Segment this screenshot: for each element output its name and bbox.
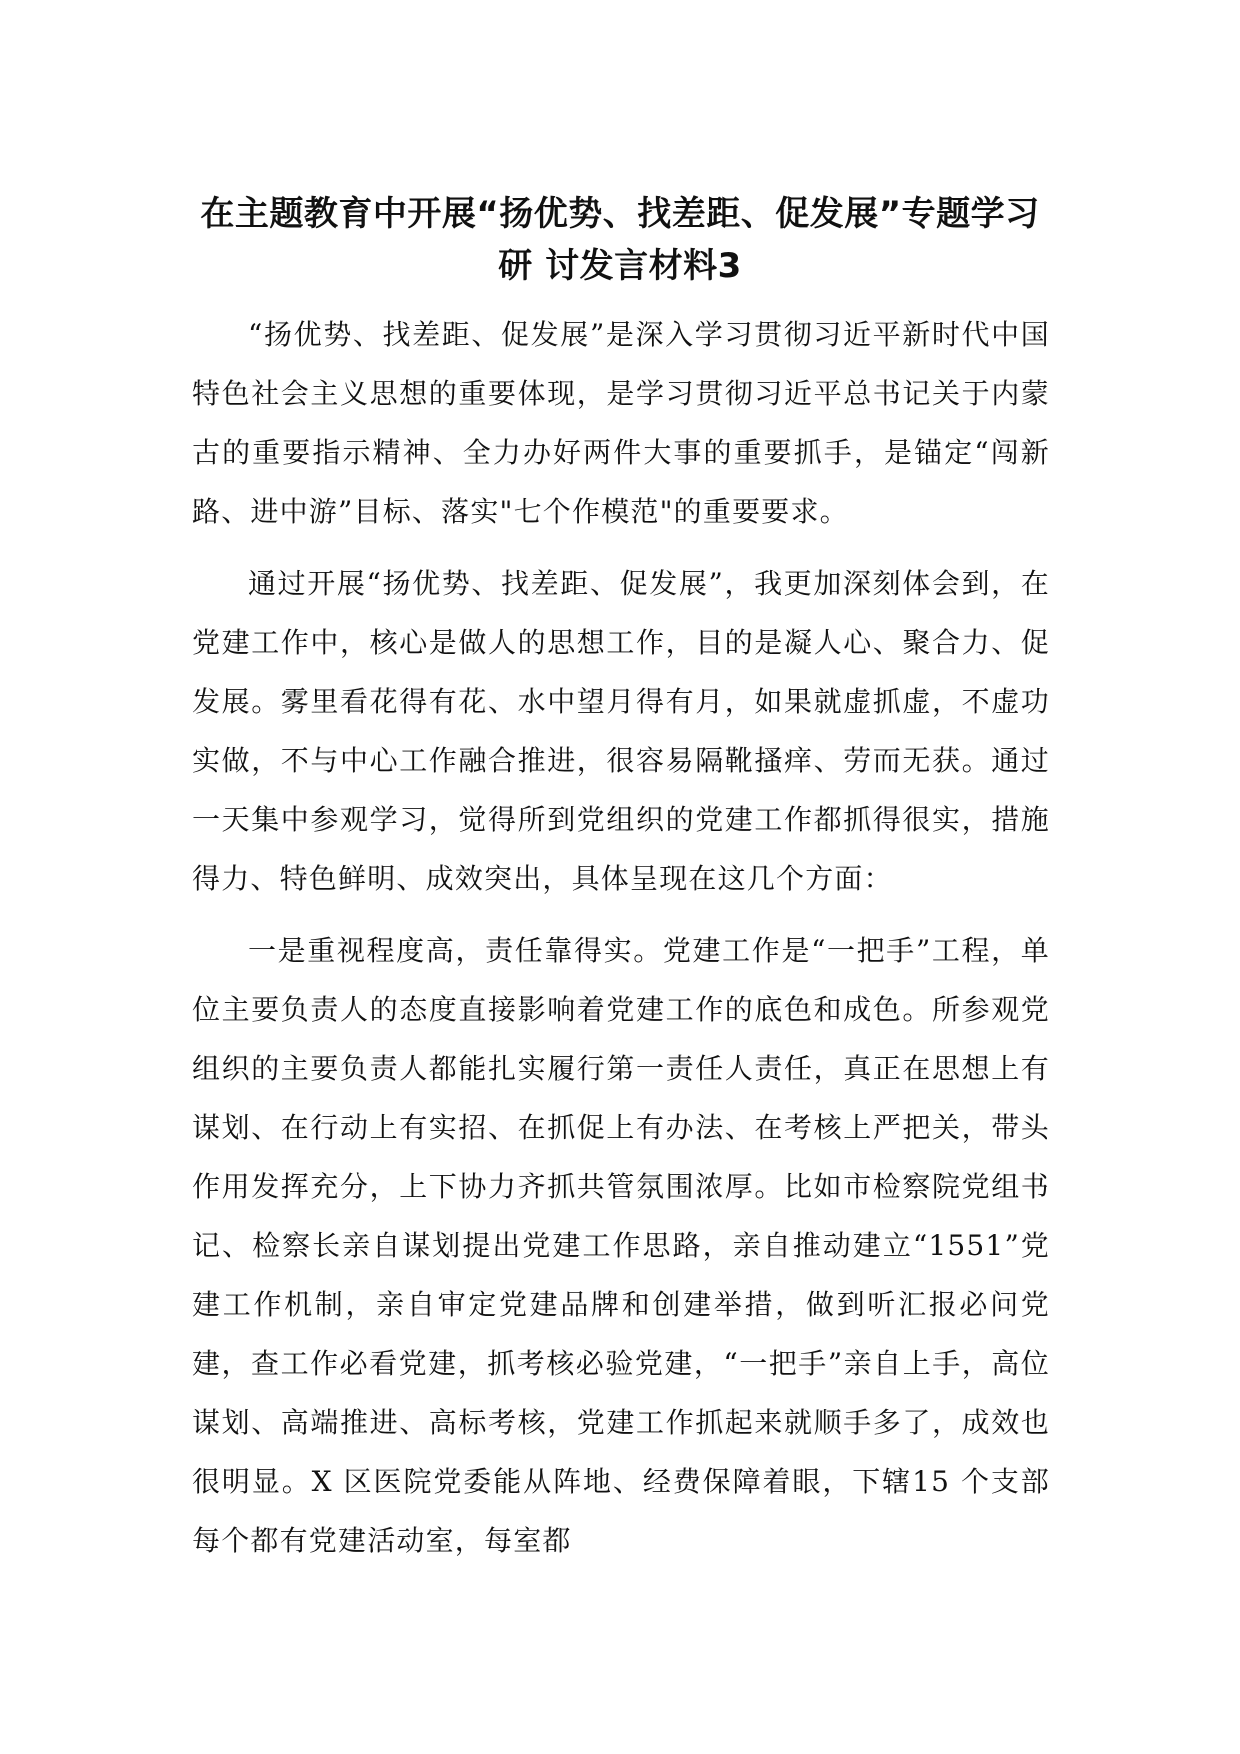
- paragraph-intro: “扬优势、找差距、促发展”是深入学习贯彻习近平新时代中国特色社会主义思想的重要体现，是学习贯彻习近平总书记关于内蒙古的重要指示精神、全力办好两件大事的重要抓手，是锚定“闯新路、进中游”目标、落实"七个作模范"的重要要求。: [192, 318, 1050, 528]
- paragraph-point-one: 一是重视程度高，责任靠得实。党建工作是“一把手”工程，单位主要负责人的态度直接影响着党建工作的底色和成色。所参观党组织的主要负责人都能扎实履行第一责任人责任，真正在思想上有谋划、在行动上有实招、在抓促上有办法、在考核上严把关，带头作用发挥充分，上下协力齐抓共管氛围浓厚。比如市检察院党组书记、检察长亲自谋划提出党建工作思路，亲自推动建立“1551”党建工作机制，亲自审定党建品牌和创建举措，做到听汇报必问党建，查工作必看党建，抓考核必验党建，“一把手”亲自上手，高位谋划、高端推进、高标考核，党建工作抓起来就顺手多了，成效也很明显。X 区医院党委能从阵地、经费保障着眼，下辖15 个支部每个都有党建活动室，每室都: [192, 934, 1050, 1557]
- title-line-2: 研 讨发言材料3: [498, 246, 742, 286]
- document-body: [192, 305, 1050, 1583]
- document-title: [150, 188, 1090, 292]
- title-line-1: 在主题教育中开展“扬优势、找差距、促发展”专题学习: [200, 194, 1040, 234]
- paragraph-reflection: 通过开展“扬优势、找差距、促发展”，我更加深刻体会到，在党建工作中，核心是做人的思想工作，目的是凝人心、聚合力、促发展。雾里看花得有花、水中望月得有月，如果就虚抓虚，不虚功实做，不与中心工作融合推进，很容易隔靴搔痒、劳而无获。通过一天集中参观学习，觉得所到党组织的党建工作都抓得很实，措施得力、特色鲜明、成效突出，具体呈现在这几个方面：: [192, 567, 1050, 895]
